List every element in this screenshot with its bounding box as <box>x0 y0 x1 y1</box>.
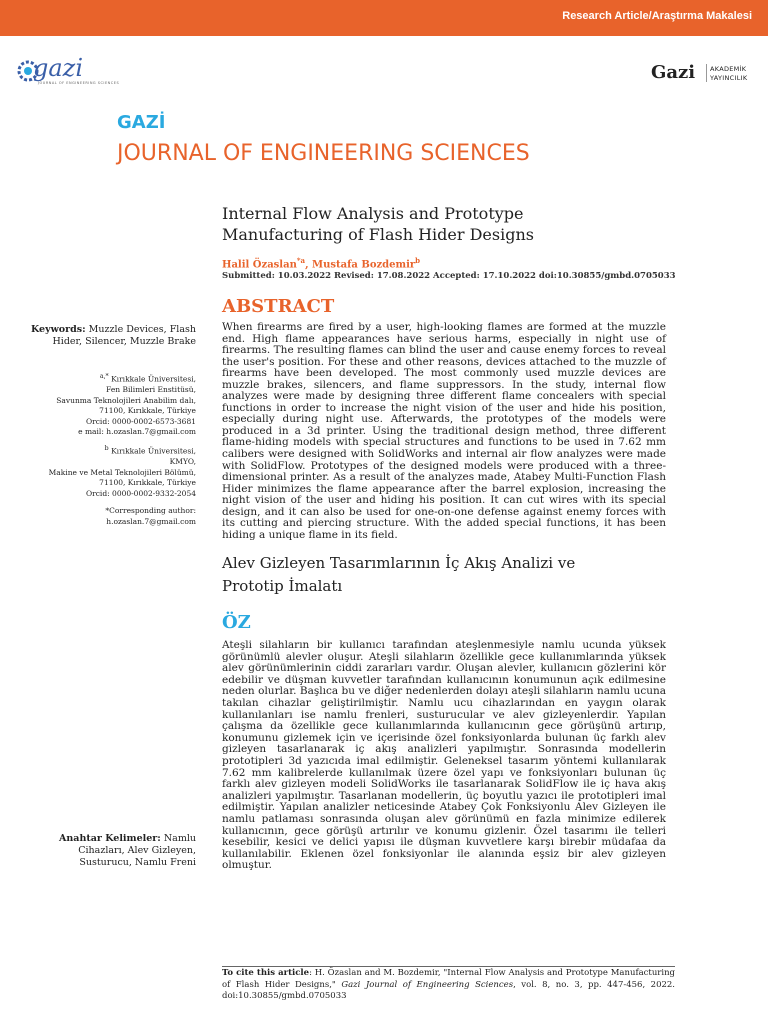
citation-text: : H. Özaslan and M. Bozdemir, "Internal Flow Analysis and Prototype Manufacturing of Flash Hider Designs," <box>222 968 676 990</box>
oz-heading: ÖZ <box>222 612 251 633</box>
corresponding-email: h.ozaslan.7@gmail.com <box>106 516 196 526</box>
corresponding-label: *Corresponding author: <box>105 506 196 515</box>
keywords-tr-list: Namlu Cihazları, Alev Gizleyen, Susturucu, Namlu Freni <box>78 833 196 868</box>
affiliation-line: Fen Bilimleri Enstitüsü, <box>106 385 196 394</box>
article-type-label: Research Article/Araştırma Makalesi <box>562 10 752 22</box>
affiliation-line: Savunma Teknolojileri Anabilim dalı, <box>56 395 196 405</box>
abstract-heading: ABSTRACT <box>222 296 335 317</box>
logo-divider <box>706 64 707 82</box>
turkish-title-line: Alev Gizleyen Tasarımlarının İç Akış Analizi ve <box>222 554 576 572</box>
logo-right-subtitle <box>710 65 747 83</box>
affiliation-line: 71100, Kırıkkale, Türkiye <box>99 406 196 415</box>
logo-right-sub-line: AKADEMİK <box>710 65 747 73</box>
citation-divider <box>222 966 675 967</box>
keywords-label: Keywords: <box>31 324 86 335</box>
citation-journal: Gazi Journal of Engineering Sciences <box>341 979 514 990</box>
gazi-journal-logo <box>16 50 126 90</box>
author-affiliation-mark: *a <box>296 256 306 265</box>
logo-right-sub-line: YAYINCILIK <box>710 74 748 82</box>
turkish-title <box>222 552 674 598</box>
authors <box>222 256 420 270</box>
affiliation-mark: a,* <box>99 373 109 380</box>
affiliation-b <box>30 444 196 499</box>
email: e mail: h.ozaslan.7@gmail.com <box>78 427 196 436</box>
affiliation-line: 71100, Kırıkkale, Türkiye <box>99 478 196 487</box>
paper-title-line: Manufacturing of Flash Hider Designs <box>222 225 534 244</box>
submission-dates: Submitted: 10.03.2022 Revised: 17.08.2022 Accepted: 17.10.2022 doi:10.30855/gmbd.0705033 <box>222 271 676 281</box>
affiliation-line: Kırıkkale Üniversitesi, <box>111 374 196 384</box>
journal-short-name: GAZİ <box>117 112 166 133</box>
orcid: Orcid: 0000-0002-9332-2054 <box>86 488 196 498</box>
citation-text: , vol. 8, no. 3, pp. 447-456, 2022. doi:10.30855/gmbd.0705033 <box>222 979 676 1002</box>
affiliation-line: Kırıkkale Üniversitesi, <box>111 446 196 456</box>
affiliation-mark: b <box>104 445 109 452</box>
paper-title <box>222 203 662 245</box>
keywords-turkish <box>30 833 196 869</box>
paper-title-line: Internal Flow Analysis and Prototype <box>222 204 524 223</box>
logo-left-subtitle: JOURNAL OF ENGINEERING SCIENCES <box>38 81 120 85</box>
keywords-english <box>30 324 196 348</box>
logo-right-word: Gazi <box>651 62 696 83</box>
oz-body: Ateşli silahların bir kullanıcı tarafından ateşlenmesiyle namlu ucunda yüksek görünümlü alevler oluşur. Ateşli silahların özellikle gece kullanımlarında yüksek alev görünümlerinin ciddi zararları vardır. Oluşan alevler, kullanıcın gözlerini kör edebilir ve düşman kuvvetler tarafından kullanıcının konumunun açık edilmesine neden olurlar. Başlıca bu ve diğer nedenlerden dolayı ateşli silahların namlu ucuna takılan cihazlar geliştirilmiştir. Namlu ucu cihazlarından en yaygın olarak kullanılanları ise namlu frenleri, susturucular ve alev gizleyenlerdir. Yapılan çalışma da özellikle gece kullanımlarında kullanıcının gece görüşünü artırıp, konumunu gizlemek için ve içerisinde özel fonksiyonlarda bulunan üç farklı alev gizleyen tasarlanarak iç akış analizleri yapılmıştır. Sonrasında modellerin prototipleri 3d yazıcıda imal edilmiştir. Geleneksel tasarım yöntemi kullanılarak 7.62 mm kalibrelerde kullanılmak üzere özel yapı ve fonksiyonları bulunan üç farklı alev gizleyen modeli SolidWorks ile tasarlanarak SolidFlow ile iç hava akış analizleri yapılmıştır. Tasarlanan modellerin, üç boyutlu yazıcı ile prototipleri imal edilmiştir. Yapılan analizler neticesinde Atabey Çok Fonksiyonlu Alev Gizleyen ile namlu patlaması sonrasında oluşan alev görünümü en fazla minimize edilerek kullanıcının, gece görüşü artırılır ve konumu gizlenir. Özel tasarımı ile telleri kesebilir, kesici ve delici yapısı ile düşman kuvvetlere karşı birebir müdafaa da kullanılabilir. Eklenen özel fonksiyonlar ile alanında eşsiz bir alev gizleyen olmuştur. <box>222 639 666 872</box>
keywords-tr-label: Anahtar Kelimeler: <box>59 833 161 844</box>
author-name: Halil Özaslan <box>222 259 297 271</box>
gazi-akademik-logo <box>651 62 761 86</box>
affiliation-line: Makine ve Metal Teknolojileri Bölümü, <box>48 467 196 477</box>
turkish-title-line: Prototip İmalatı <box>222 577 343 595</box>
top-banner <box>0 0 768 36</box>
keywords-list: Muzzle Devices, Flash Hider, Silencer, Muzzle Brake <box>52 324 196 347</box>
citation <box>222 968 675 1003</box>
affiliation-a <box>30 372 196 438</box>
affiliation-line: KMYO, <box>169 457 196 466</box>
logo-left-word: gazi <box>33 54 83 82</box>
author-separator: , <box>305 259 313 271</box>
author-name: Mustafa Bozdemir <box>312 259 416 271</box>
citation-label: To cite this article <box>222 968 310 978</box>
journal-full-name: JOURNAL OF ENGINEERING SCIENCES <box>117 141 530 166</box>
orcid: Orcid: 0000-0002-6573-3681 <box>86 416 196 426</box>
corresponding-author <box>30 506 196 527</box>
abstract-body: When firearms are fired by a user, high-looking flames are formed at the muzzle end. High flame appearances have serious harms, especially in night use of firearms. The resulting flames can blind the user and cause enemy forces to reveal the user's position. For these and other reasons, devices attached to the muzzle of firearms have been developed. The most commonly used muzzle devices are muzzle brakes, silencers, and flame suppressors. In the study, internal flow analyzes were made by designing three different flame concealers with special functions in order to increase the night vision of the user and hide his position, especially during night use. Afterwards, the prototypes of the models were produced in a 3d printer. Using the traditional design method, three different flame-hiding models with special structures and functions to be used in 7.62 mm calibers were designed with SolidWorks and internal air flow analyzes were made with SolidFlow. Prototypes of the designed models were produced with a three-dimensional printer. As a result of the analyzes made, Atabey Multi-Function Flash Hider minimizes the flame appearance after the barrel explosion, increasing the night vision of the user and hiding his position. It can cut wires with its special design, and it can also be used for one-on-one defense against enemy forces with its cutting and piercing structure. With the added special functions, it has been hiding a unique flame in its field. <box>222 321 666 541</box>
author-affiliation-mark: b <box>415 256 421 265</box>
